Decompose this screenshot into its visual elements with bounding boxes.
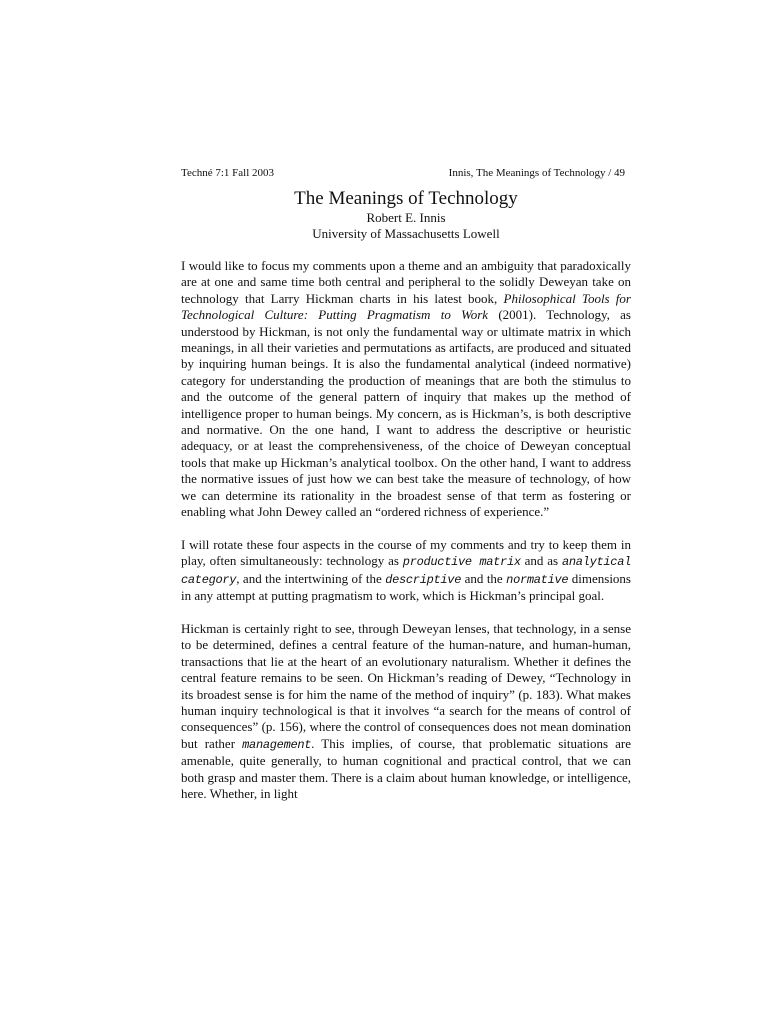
page-header-citation: Innis, The Meanings of Technology / 49 [448,167,625,179]
paragraph-text: . This implies, of course, that problematic situations are amenable, quite generally, to human cognitional and practical control, that we can both grasp and master them. There is a claim about human knowledge, or intelligence, here. Whether, in light [181,735,632,801]
paragraph-text: I would like to focus my comments upon a theme and an ambiguity that paradoxically are at one and same time both central and peripheral to the solidly Deweyan take on technology that Larry Hickman charts in his latest book, [181,258,631,306]
emphasized-text: normative [506,572,569,587]
article-title: The Meanings of Technology [294,188,518,209]
body-paragraph [181,621,631,802]
body-paragraph [181,258,631,521]
article-body [181,258,631,819]
journal-citation: Techné 7:1 Fall 2003 [181,167,275,179]
title-block [181,187,631,242]
body-paragraph [181,537,631,605]
paragraph-text: and as [520,553,562,569]
emphasized-text: Philosophical Tools for Technological Culture: Putting Pragmatism to Work [181,290,631,323]
emphasized-text: descriptive [385,572,462,587]
paragraph-text: Hickman is certainly right to see, through Deweyan lenses, that technology, in a sense to be determined, defines a central feature of the human-nature, and human-human, transactions that lie at the heart of an evolutionary naturalism. Whether it defines the central feature remains to be seen. On Hickman’s reading of Dewey, “Technology in its broadest sense is for him the name of the method of inquiry” (p. 183). What makes human inquiry technological is that it involves “a search for the means of control of consequences” (p. 156), where the control of consequences does not mean domination but rather [181,620,631,751]
paragraph-text: I will rotate these four aspects in the course of my comments and try to keep them in play, often simultaneously: technology as [181,536,631,569]
running-header [181,166,625,180]
emphasized-text: productive matrix [402,555,521,570]
paragraph-text: and the [461,570,507,586]
author-affiliation: University of Massachusetts Lowell [312,226,500,241]
paragraph-text: (2001). Technology, as understood by Hickman, is not only the fundamental way or ultimate matrix in which meanings, in all their varieties and permutations as artifacts, are produced and situated by inquiring human beings. It is also the fundamental analytical (indeed normative) category for understanding the production of meanings that are both the stimulus to and the outcome of the general pattern of inquiry that makes up the method of intelligence proper to human beings. My concern, as is Hickman’s, is both descriptive and normative. On the one hand, I want to address the descriptive or heuristic adequacy, or at least the comprehensiveness, of the choice of Deweyan conceptual tools that make up Hickman’s analytical toolbox. On the other hand, I want to address the normative issues of just how we can best take the measure of technology, of how we can determine its rationality in the broadest sense of that term as fostering or enabling what John Dewey called an “ordered richness of experience.” [181,307,631,520]
emphasized-text: management [242,737,312,752]
paragraph-text: , and the intertwining of the [236,570,386,586]
paragraph-text: dimensions in any attempt at putting pragmatism to work, which is Hickman’s principal goal. [181,570,631,604]
emphasized-text: analytical category [181,555,631,587]
author-name: Robert E. Innis [366,210,446,225]
